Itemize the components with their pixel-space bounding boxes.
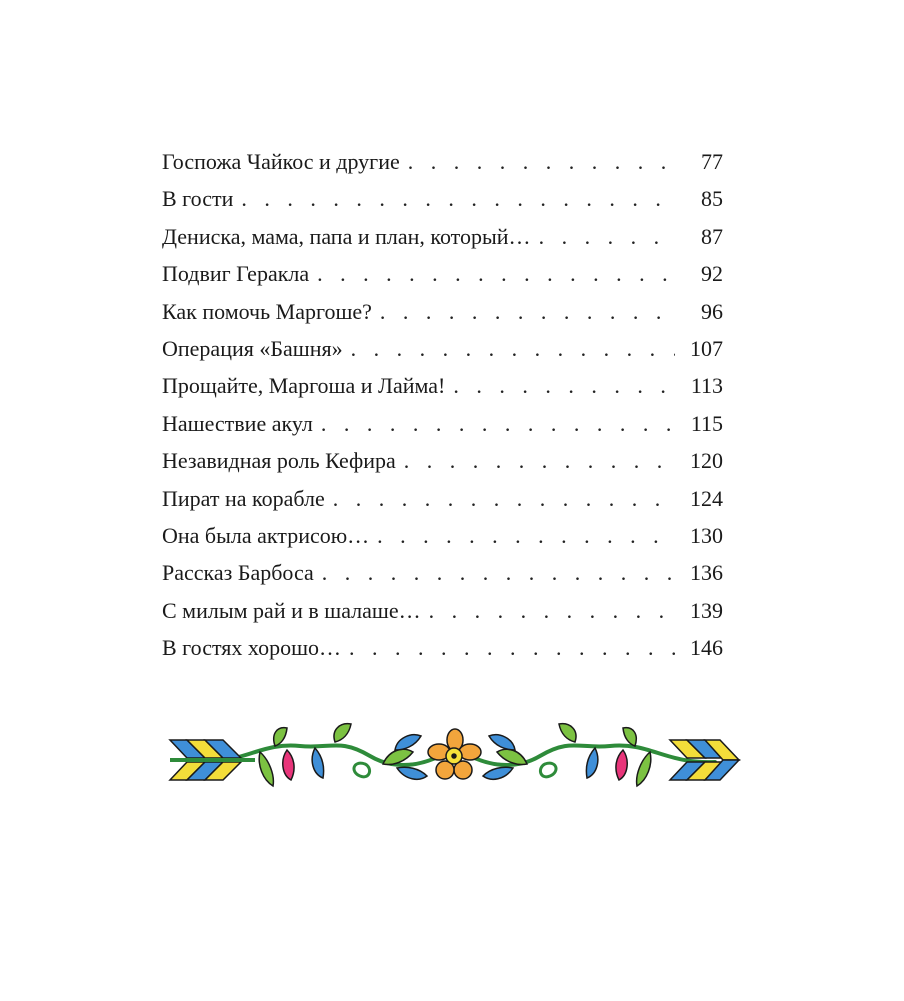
toc-entry-title: Операция «Башня» bbox=[162, 335, 343, 361]
toc-dot-leader bbox=[380, 296, 675, 328]
toc-entry[interactable] bbox=[162, 520, 723, 557]
toc-entry-page: 77 bbox=[701, 149, 723, 174]
toc-dot-leader bbox=[429, 595, 675, 627]
vine-curl-left bbox=[354, 763, 370, 777]
toc-entry[interactable] bbox=[162, 333, 723, 370]
left-arrow-fletching-icon bbox=[170, 740, 255, 780]
toc-entry-title: Незавидная роль Кефира bbox=[162, 448, 396, 474]
toc-dot-leader bbox=[241, 183, 675, 215]
toc-entry-page: 92 bbox=[701, 261, 723, 287]
toc-entry-title: С милым рай и в шалаше… bbox=[162, 597, 421, 623]
toc-entry-title: Подвиг Геракла bbox=[162, 261, 310, 287]
toc-dot-leader bbox=[453, 370, 675, 402]
toc-dot-leader bbox=[539, 221, 675, 253]
toc-dot-leader bbox=[349, 632, 675, 664]
toc-entry-title: Пират на корабле bbox=[162, 485, 325, 511]
toc-entry-page: 139 bbox=[690, 597, 723, 623]
toc-entry-page: 113 bbox=[690, 373, 723, 399]
toc-entry[interactable] bbox=[162, 557, 723, 594]
toc-entry-title: Как помочь Маргоше? bbox=[162, 298, 372, 324]
toc-entry[interactable] bbox=[162, 483, 723, 520]
toc-entry-page: 124 bbox=[690, 485, 723, 511]
toc-entry-page: 120 bbox=[690, 448, 723, 474]
toc-entry-page: 130 bbox=[690, 522, 723, 548]
toc-entry[interactable] bbox=[162, 632, 723, 669]
toc-entry-title: В гости bbox=[162, 186, 234, 212]
toc-entry[interactable] bbox=[162, 445, 723, 482]
toc-entry-title: В гостях хорошо… bbox=[162, 635, 342, 661]
center-flower-icon bbox=[428, 729, 481, 779]
toc-entry-page: 146 bbox=[690, 635, 723, 661]
toc-entry-page: 96 bbox=[701, 298, 723, 324]
toc-dot-leader bbox=[404, 445, 675, 477]
toc-dot-leader bbox=[321, 408, 675, 440]
vine-curl-right bbox=[540, 763, 556, 777]
toc-entry-page: 107 bbox=[690, 335, 723, 361]
toc-entry-page: 136 bbox=[690, 560, 723, 586]
toc-entry-title: Госпожа Чайкос и другие bbox=[162, 149, 400, 174]
toc-entry-page: 87 bbox=[701, 223, 723, 249]
toc-entry[interactable] bbox=[162, 595, 723, 632]
toc-entry[interactable] bbox=[162, 258, 723, 295]
toc-entry[interactable] bbox=[162, 408, 723, 445]
right-leaves-icon bbox=[483, 724, 651, 786]
toc-dot-leader bbox=[317, 258, 675, 290]
toc-dot-leader bbox=[351, 333, 675, 365]
toc-entry-title: Она была актрисою… bbox=[162, 522, 370, 548]
toc-entry-title: Прощайте, Маргоша и Лайма! bbox=[162, 373, 446, 399]
toc-entry[interactable] bbox=[162, 221, 723, 258]
toc-entry[interactable] bbox=[162, 146, 723, 183]
floral-vine-arrow-ornament bbox=[165, 720, 745, 810]
toc-entry[interactable] bbox=[162, 183, 723, 220]
table-of-contents bbox=[162, 146, 723, 669]
toc-entry-title: Рассказ Барбоса bbox=[162, 560, 314, 586]
toc-entry-page: 85 bbox=[701, 186, 723, 212]
toc-dot-leader bbox=[322, 557, 675, 589]
toc-entry-title: Дениска, мама, папа и план, который… bbox=[162, 223, 531, 249]
toc-dot-leader bbox=[333, 483, 675, 515]
toc-entry[interactable] bbox=[162, 370, 723, 407]
left-leaves-icon bbox=[259, 724, 427, 786]
toc-dot-leader bbox=[377, 520, 675, 552]
toc-entry-page: 115 bbox=[690, 410, 723, 436]
toc-entry-title: Нашествие акул bbox=[162, 410, 313, 436]
toc-dot-leader bbox=[408, 146, 675, 178]
toc-entry[interactable] bbox=[162, 296, 723, 333]
